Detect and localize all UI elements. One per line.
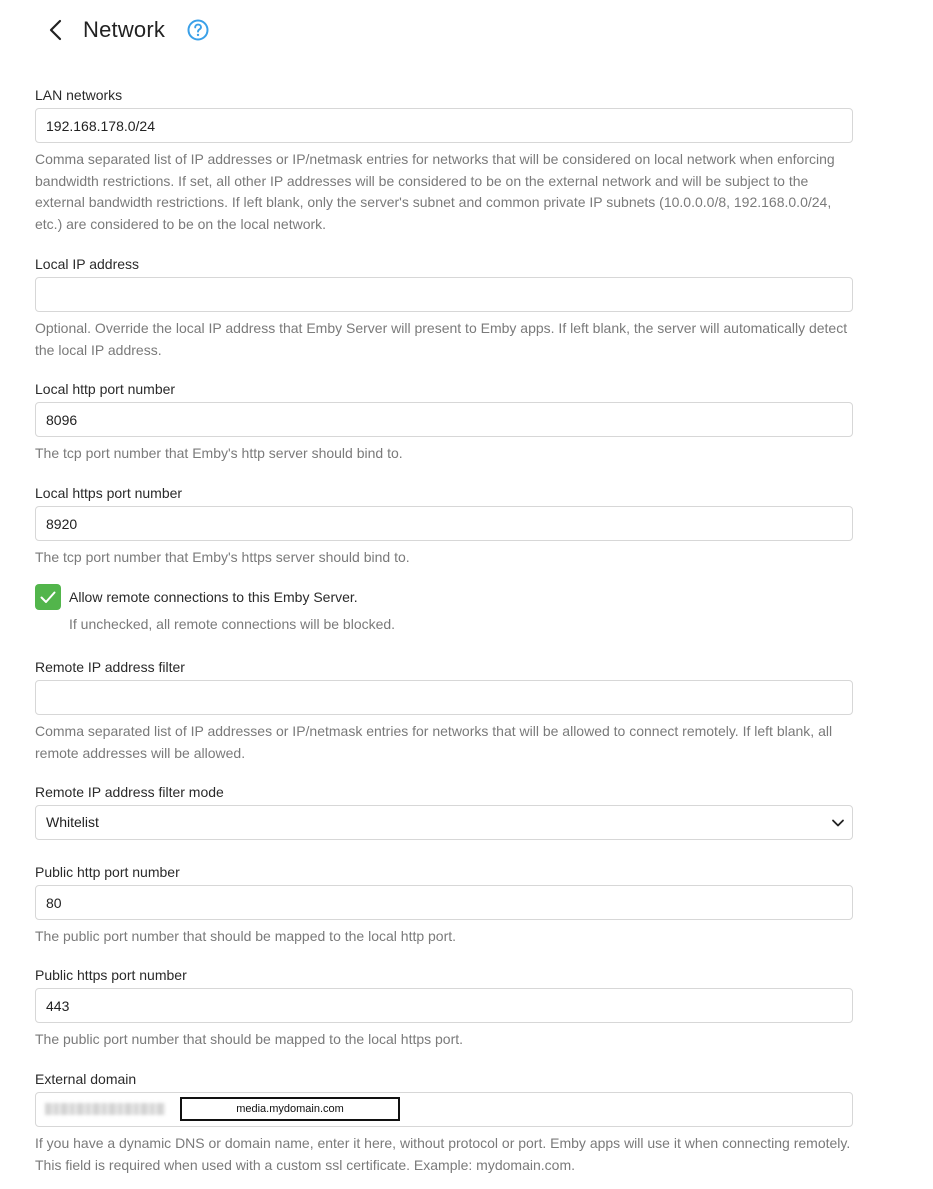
remote-ip-filter-input[interactable] xyxy=(35,680,853,715)
local-https-port-help: The tcp port number that Emby's https server should bind to. xyxy=(35,549,410,565)
public-https-port-input[interactable] xyxy=(35,988,853,1023)
local-ip-help: Optional. Override the local IP address that Emby Server will present to Emby apps. If left blank, the server will automatically detect the local IP address. xyxy=(35,320,848,358)
allow-remote-label[interactable]: Allow remote connections to this Emby Server. xyxy=(69,589,358,605)
local-https-port-label: Local https port number xyxy=(35,485,183,501)
public-https-port-help: The public port number that should be mapped to the local https port. xyxy=(35,1031,464,1047)
lan-networks-input[interactable] xyxy=(35,108,853,143)
redacted-value xyxy=(45,1103,165,1115)
external-domain-help: If you have a dynamic DNS or domain name, enter it here, without protocol or port. Emby apps will use it when connecting remotely. This field is required when used with a custom ssl certificate. Example: mydomain.com. xyxy=(35,1135,851,1173)
remote-filter-mode-label: Remote IP address filter mode xyxy=(35,784,224,800)
remote-filter-mode-value[interactable]: Whitelist xyxy=(35,805,853,840)
remote-ip-filter-help: Comma separated list of IP addresses or IP/netmask entries for networks that will be allowed to connect remotely. If left blank, all remote addresses will be allowed. xyxy=(35,723,833,761)
allow-remote-help: If unchecked, all remote connections will be blocked. xyxy=(69,616,396,632)
local-ip-input[interactable] xyxy=(35,277,853,312)
public-http-port-input[interactable] xyxy=(35,885,853,920)
local-http-port-field xyxy=(35,380,853,465)
lan-networks-field xyxy=(35,86,853,236)
local-http-port-help: The tcp port number that Emby's http server should bind to. xyxy=(35,445,403,461)
page-header xyxy=(0,0,933,62)
external-domain-input-wrap xyxy=(35,1092,853,1127)
local-https-port-input[interactable] xyxy=(35,506,853,541)
lan-networks-help: Comma separated list of IP addresses or IP/netmask entries for networks that will be considered on local network when enforcing bandwidth restrictions. If set, all other IP addresses will be considered to be on the external network and will be subject to the external bandwidth restrictions. If left blank, only the server's subnet and common private IP subnets (10.0.0.0/8, 192.168.0.0/24, etc.) are considered to be on the local network. xyxy=(35,151,835,233)
public-http-port-help: The public port number that should be mapped to the local http port. xyxy=(35,928,457,944)
domain-annotation-box: media.mydomain.com xyxy=(180,1097,400,1121)
remote-filter-mode-select[interactable] xyxy=(35,805,853,840)
local-ip-label: Local IP address xyxy=(35,256,140,272)
help-button[interactable] xyxy=(186,18,210,42)
local-ip-field xyxy=(35,255,853,361)
help-circle-icon xyxy=(186,18,210,42)
public-https-port-field xyxy=(35,966,853,1051)
public-http-port-field xyxy=(35,863,853,948)
remote-filter-mode-field xyxy=(35,783,853,840)
remote-ip-filter-label: Remote IP address filter xyxy=(35,659,185,675)
public-https-port-label: Public https port number xyxy=(35,967,187,983)
checkmark-icon xyxy=(39,588,57,606)
allow-remote-checkbox[interactable] xyxy=(35,584,61,610)
chevron-left-icon xyxy=(40,14,72,46)
local-http-port-input[interactable] xyxy=(35,402,853,437)
back-button[interactable] xyxy=(40,14,72,46)
external-domain-field xyxy=(35,1070,853,1176)
external-domain-label: External domain xyxy=(35,1071,137,1087)
page-title: Network xyxy=(83,17,166,42)
remote-ip-filter-field xyxy=(35,658,853,764)
local-https-port-field xyxy=(35,484,853,569)
local-http-port-label: Local http port number xyxy=(35,381,176,397)
public-http-port-label: Public http port number xyxy=(35,864,180,880)
lan-networks-label: LAN networks xyxy=(35,87,123,103)
